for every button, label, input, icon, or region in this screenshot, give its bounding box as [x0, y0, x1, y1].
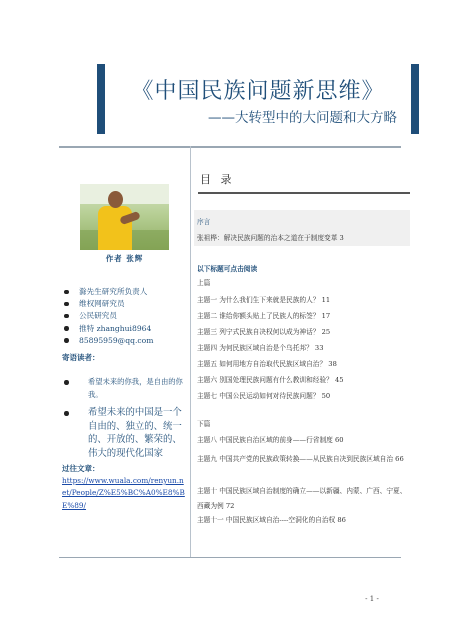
preface-entry[interactable]: 张祖桦：解决民族问题的治本之道在于制度变革 3 — [197, 234, 344, 242]
toc-item[interactable]: 主题三 列宁式民族自决权何以成为神话？ 25 — [197, 328, 331, 336]
toc-item[interactable]: 主题一 为什么我们生下来就是民族的人？ 11 — [197, 296, 331, 304]
toc-item[interactable]: 主题九 中国共产党的民族政策转换——从民族自决到民族区域自治 66 — [197, 455, 404, 463]
author-caption: 作者 张辉 — [105, 254, 144, 263]
toc-item[interactable]: 主题十一 中国民族区域自治----空洞化的自治权 86 — [197, 516, 346, 524]
click-hint: 以下标题可点击阅读 — [197, 265, 258, 273]
toc-item[interactable]: 主题八 中国民族自治区域的前身——行省制度 60 — [197, 436, 344, 444]
preface-label: 序言 — [197, 218, 211, 226]
document-title: 《中国民族问题新思维》 — [131, 79, 385, 104]
document-subtitle: ——大转型中的大问题和大方略 — [208, 110, 397, 126]
readers-heading: 寄语读者： — [62, 353, 100, 362]
author-info-item: 维权网研究员 — [62, 298, 186, 310]
toc-item[interactable]: 主题七 中国公民运动如何对待民族问题？ 50 — [197, 392, 331, 400]
wish-list — [62, 376, 186, 460]
part2-label: 下篇 — [197, 420, 211, 428]
part1-label: 上篇 — [197, 279, 211, 287]
toc-heading-rule — [198, 192, 410, 194]
author-info-item: 85895959@qq.com — [62, 335, 186, 347]
toc-item[interactable]: 主题五 如何用地方自治取代民族区域自治？ 38 — [197, 360, 337, 368]
page-number: - 1 - — [365, 595, 379, 603]
past-articles-heading: 过往文章： — [62, 464, 100, 473]
toc-heading: 目 录 — [200, 173, 235, 186]
toc-item[interactable]: 主题二 谁给你额头贴上了民族人的标签？ 17 — [197, 312, 331, 320]
author-info-item: 公民研究员 — [62, 310, 186, 322]
column-divider — [190, 146, 191, 558]
author-info-item: 滁先生研究所负责人 — [62, 286, 186, 298]
toc-item[interactable]: 主题十 中国民族区域自治制度的确立——以新疆、内蒙、广西、宁夏、西藏为例 72 — [197, 487, 407, 510]
frame-bottom-rule — [59, 557, 401, 558]
author-info-item: 推特 zhanghui8964 — [62, 323, 186, 335]
wish-item: 希望未来的中国是一个自由的、独立的、统一的、开放的、繁荣的、伟大的现代化国家 — [62, 406, 186, 460]
past-articles-link[interactable]: https://www.wuala.com/renyun.net/People/Z%E5%BC%A0%E8%BE%89/ — [62, 476, 185, 510]
wish-item: 希望未来的你我，是自由的你我。 — [62, 376, 186, 401]
author-photo — [80, 184, 169, 250]
toc-item[interactable]: 主题四 为何民族区域自治是个乌托邦？ 33 — [197, 344, 324, 352]
author-info-list — [62, 286, 186, 347]
toc-item[interactable]: 主题六 别国处理民族问题有什么教训和经验？ 45 — [197, 376, 344, 384]
frame-top-rule — [59, 146, 401, 148]
